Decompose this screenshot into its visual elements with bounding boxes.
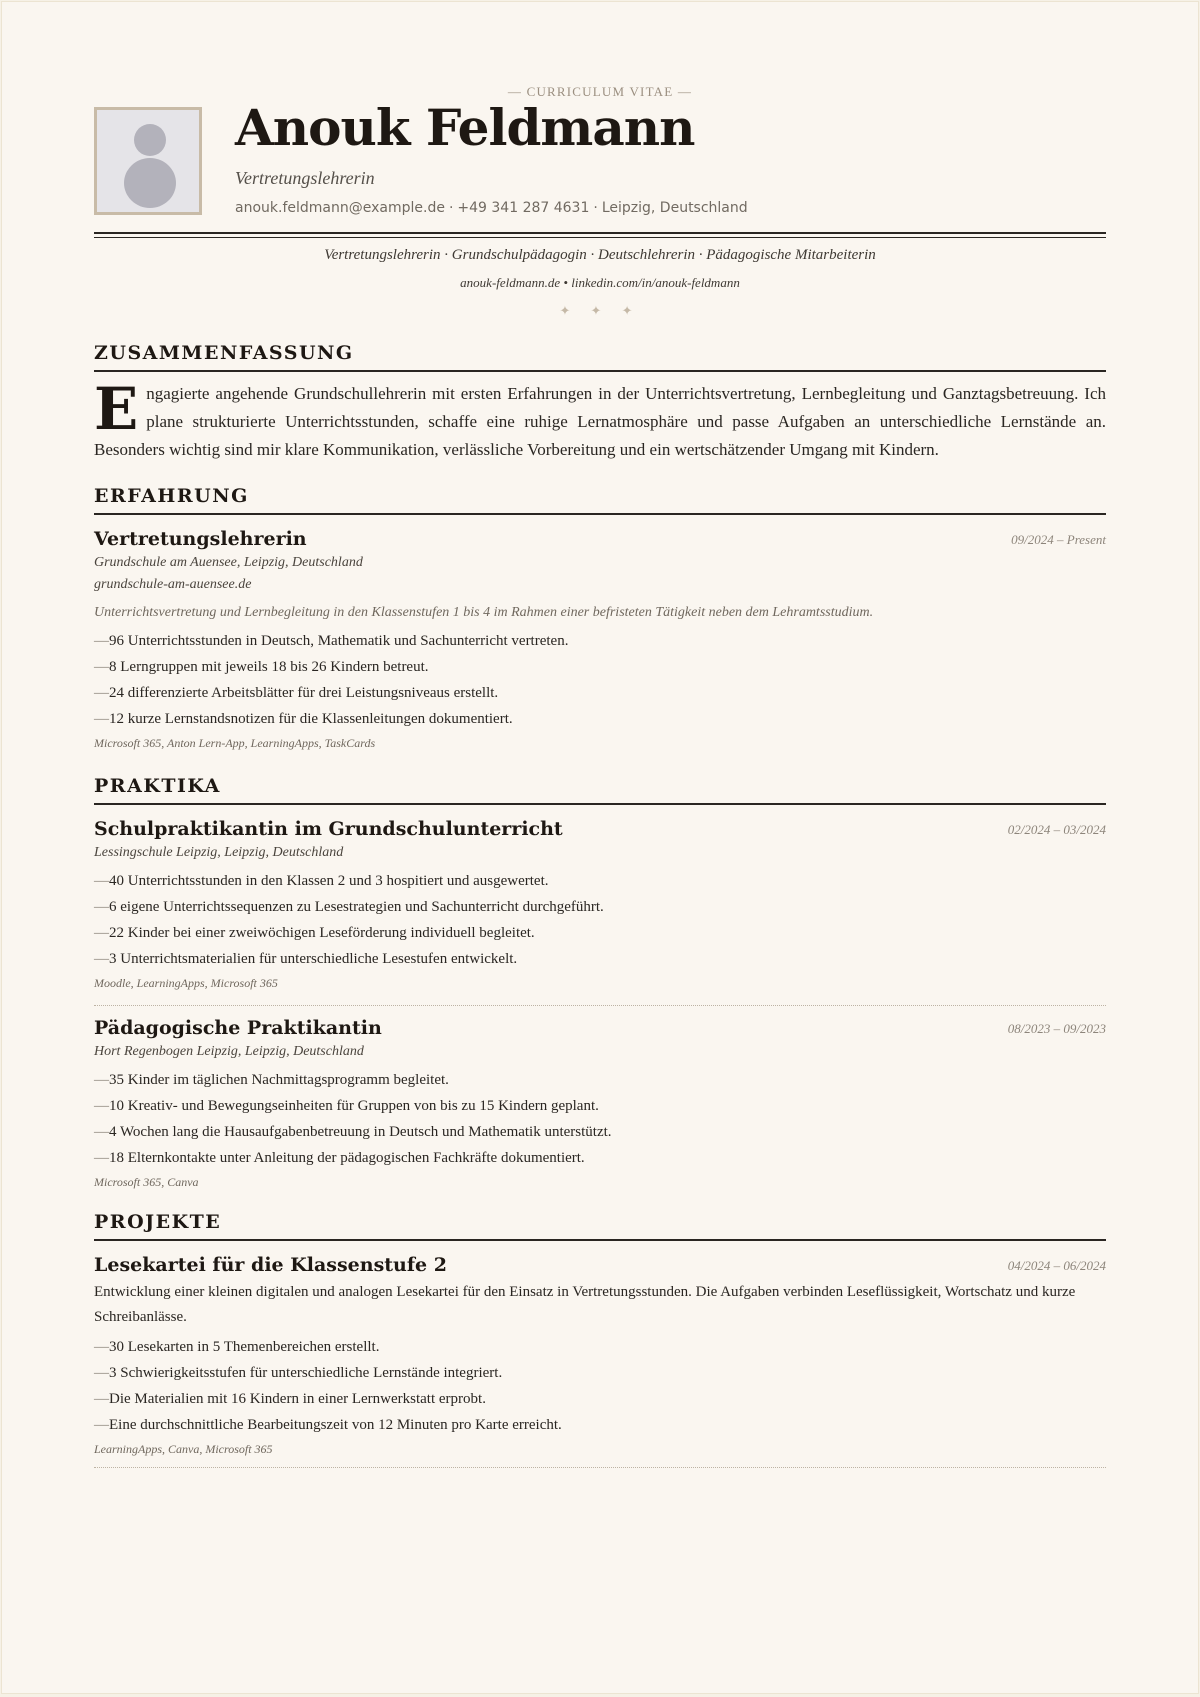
section-heading-internships: PRAKTIKA (94, 775, 1106, 805)
experience-entry (94, 526, 1106, 753)
entry-website[interactable]: grundschule-am-auensee.de (94, 577, 252, 592)
list-item: —4 Wochen lang die Hausaufgabenbetreuung in Deutsch und Mathematik unterstützt. (94, 1124, 612, 1140)
entry-organization: Lessingschule Leipzig, Leipzig, Deutschland (94, 845, 344, 860)
entry-title: Lesekartei für die Klassenstufe 2 (94, 1254, 447, 1276)
list-item: —22 Kinder bei einer zweiwöchigen Leseförderung individuell begleitet. (94, 925, 535, 941)
entry-divider (94, 1467, 1106, 1468)
list-item: —Die Materialien mit 16 Kindern in einer Lernwerkstatt erprobt. (94, 1391, 486, 1407)
list-item: —24 differenzierte Arbeitsblätter für drei Leistungsniveaus erstellt. (94, 685, 499, 701)
cv-page (2, 2, 1198, 1693)
list-item: —6 eigene Unterrichtssequenzen zu Lesestrategien und Sachunterricht durchgeführt. (94, 899, 604, 915)
list-item: —Eine durchschnittliche Bearbeitungszeit von 12 Minuten pro Karte erreicht. (94, 1417, 562, 1433)
entry-bullets (94, 1067, 1106, 1171)
summary-body: ngagierte angehende Grundschullehrerin mit ersten Erfahrungen in der Unterrichtsvertretung, Lernbegleitung und Ganztagsbetreuung. Ich plane strukturierte Unterrichtsstunden, schaffe eine ruhige Lernatmosphäre und passe Aufgaben an unterschiedliche Lernstände an. Besonders wichtig sind mir klare Kommunikation, verlässliche Vorbereitung und ein wertschätzender Umgang mit Kindern. (94, 384, 1106, 459)
project-entry (94, 1252, 1106, 1459)
profile-photo-placeholder (94, 107, 202, 215)
avatar-body-icon (124, 158, 176, 208)
ornament-divider: ✦ ✦ ✦ (559, 304, 641, 319)
list-item: —30 Lesekarten in 5 Themenbereichen erstellt. (94, 1339, 380, 1355)
entry-tools: LearningApps, Canva, Microsoft 365 (94, 1442, 273, 1456)
entry-date: 08/2023 – 09/2023 (1007, 1021, 1106, 1036)
entry-date: 02/2024 – 03/2024 (1007, 822, 1106, 837)
professional-titles: Vertretungslehrerin · Grundschulpädagogin · Deutschlehrerin · Pädagogische Mitarbeiterin (324, 247, 876, 263)
list-item: —8 Lerngruppen mit jeweils 18 bis 26 Kindern betreut. (94, 659, 429, 675)
list-item: —10 Kreativ- und Bewegungseinheiten für Gruppen von bis zu 15 Kindern geplant. (94, 1098, 599, 1114)
entry-title: Pädagogische Praktikantin (94, 1017, 382, 1039)
contact-separator: · (448, 200, 454, 216)
entry-tools: Microsoft 365, Anton Lern-App, LearningApps, TaskCards (94, 736, 376, 750)
entry-bullets (94, 868, 1106, 972)
summary-dropcap: E (94, 375, 139, 443)
entry-tools: Moodle, LearningApps, Microsoft 365 (94, 976, 278, 990)
contact-location: Leipzig, Deutschland (601, 200, 748, 216)
internship-entry (94, 1015, 1106, 1192)
avatar-head-icon (134, 124, 166, 156)
cv-kicker: — CURRICULUM VITAE — (507, 84, 693, 99)
contact-phone[interactable]: +49 341 287 4631 (457, 200, 590, 216)
entry-title: Vertretungslehrerin (94, 528, 307, 550)
candidate-role: Vertretungslehrerin (235, 168, 375, 188)
profile-links[interactable]: anouk-feldmann.de • linkedin.com/in/anouk-feldmann (460, 275, 740, 290)
project-description: Entwicklung einer kleinen digitalen und analogen Lesekartei für den Einsatz in Vertretungsstunden. Die Aufgaben verbinden Leseflüssigkeit, Wortschatz und kurze Schreibanlässe. (94, 1284, 1076, 1325)
list-item: —40 Unterrichtsstunden in den Klassen 2 und 3 hospitiert und ausgewertet. (94, 873, 549, 889)
list-item: —3 Schwierigkeitsstufen für unterschiedliche Lernstände integriert. (94, 1365, 503, 1381)
contact-line (235, 200, 748, 216)
entry-description: Unterrichtsvertretung und Lernbegleitung in den Klassenstufen 1 bis 4 im Rahmen einer befristeten Tätigkeit neben dem Lehramtsstudium. (94, 605, 874, 620)
contact-separator: · (593, 200, 598, 216)
section-heading-experience: ERFAHRUNG (94, 485, 1106, 515)
header-rule-thin (94, 237, 1106, 238)
entry-organization: Grundschule am Auensee, Leipzig, Deutschland (94, 555, 363, 570)
entry-divider (94, 1005, 1106, 1006)
entry-bullets (94, 628, 1106, 732)
section-heading-projects: PROJEKTE (94, 1211, 1106, 1241)
list-item: —12 kurze Lernstandsnotizen für die Klassenleitungen dokumentiert. (94, 711, 513, 727)
entry-tools: Microsoft 365, Canva (94, 1175, 199, 1189)
entry-bullets (94, 1334, 1106, 1438)
header-rule-thick (94, 232, 1106, 234)
list-item: —96 Unterrichtsstunden in Deutsch, Mathematik und Sachunterricht vertreten. (94, 633, 569, 649)
summary-text (94, 375, 1106, 464)
contact-email[interactable]: anouk.feldmann@example.de (235, 200, 445, 216)
section-heading-summary: ZUSAMMENFASSUNG (94, 342, 1106, 372)
entry-date: 04/2024 – 06/2024 (1007, 1258, 1106, 1273)
list-item: —3 Unterrichtsmaterialien für unterschiedliche Lesestufen entwickelt. (94, 951, 518, 967)
candidate-name: Anouk Feldmann (235, 98, 695, 157)
entry-title: Schulpraktikantin im Grundschulunterricht (94, 818, 563, 840)
entry-organization: Hort Regenbogen Leipzig, Leipzig, Deutschland (94, 1044, 364, 1059)
entry-date: 09/2024 – Present (1011, 532, 1106, 547)
list-item: —35 Kinder im täglichen Nachmittagsprogramm begleitet. (94, 1072, 449, 1088)
internship-entry (94, 816, 1106, 993)
list-item: —18 Elternkontakte unter Anleitung der pädagogischen Fachkräfte dokumentiert. (94, 1150, 585, 1166)
